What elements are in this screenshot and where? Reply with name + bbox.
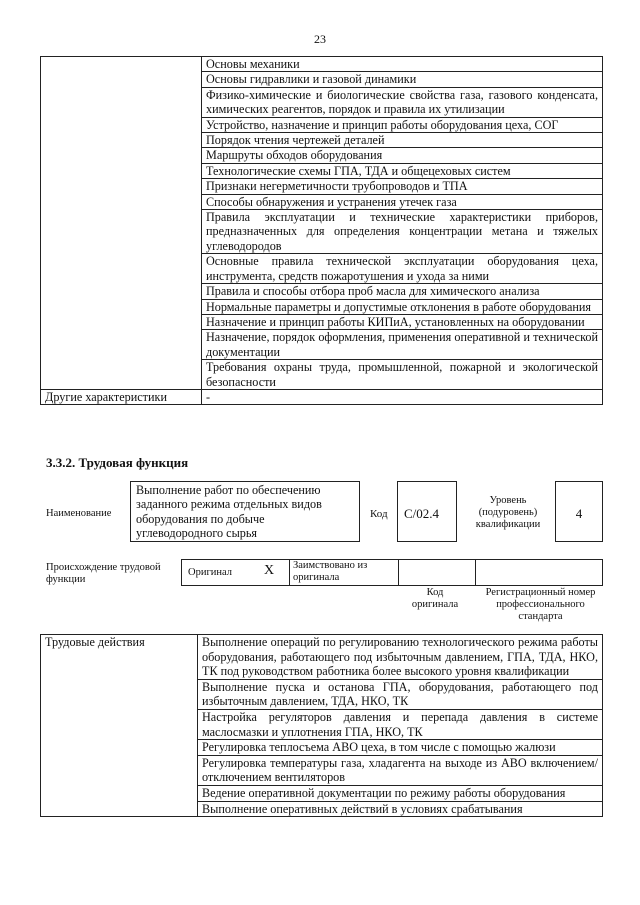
knowledge-item: Требования охраны труда, промышленной, пожарной и экологической безопасности — [202, 360, 603, 390]
borrowed-label: Заимствовано из оригинала — [293, 560, 368, 583]
origin-divider-3 — [475, 559, 476, 586]
page-number: 23 — [314, 32, 326, 46]
knowledge-item: Основы механики — [202, 57, 603, 72]
labor-action-item: Настройка регуляторов давления и перепада давления в системе маслосмазки и уплотнения ГПА, НКО, ТК — [198, 709, 603, 739]
knowledge-item: Устройство, назначение и принцип работы оборудования цеха, СОГ — [202, 117, 603, 132]
knowledge-item: Назначение, порядок оформления, применения оперативной и технической документации — [202, 330, 603, 360]
knowledge-item: Технологические схемы ГПА, ТДА и общецеховых систем — [202, 163, 603, 178]
function-name-box: Выполнение работ по обеспечению заданного режима отдельных видов оборудования по добыче углеводородного сырья — [130, 481, 360, 542]
level-value-box: 4 — [555, 481, 603, 542]
knowledge-item: Основные правила технической эксплуатации оборудования цеха, инструмента, средств пожаротушения и ухода за ними — [202, 254, 603, 284]
labor-action-item: Выполнение оперативных действий в условиях срабатывания — [198, 801, 603, 817]
knowledge-item: Нормальные параметры и допустимые отклонения в работе оборудования — [202, 299, 603, 314]
knowledge-item: Способы обнаружения и устранения утечек газа — [202, 194, 603, 209]
labor-actions-table — [40, 634, 603, 817]
origin-divider-1 — [289, 559, 290, 586]
origin-label: Происхождение трудовой функции — [46, 562, 161, 585]
knowledge-table — [40, 56, 603, 405]
knowledge-item: Основы гидравлики и газовой динамики — [202, 72, 603, 87]
other-characteristics-value: - — [202, 389, 603, 404]
function-code-box: С/02.4 — [397, 481, 457, 542]
labor-action-item: Выполнение операций по регулированию технологического режима работы оборудования, работающего под избыточным давлением, ГПА, ТДА, НКО, ТК под руководством работника более высокого уровня квалификации — [198, 635, 603, 680]
labor-action-item: Выполнение пуска и останова ГПА, оборудования, работающего под избыточным давлением, ТДА, НКО, ТК — [198, 679, 603, 709]
knowledge-item: Маршруты обходов оборудования — [202, 148, 603, 163]
original-mark: X — [264, 563, 275, 578]
knowledge-item: Правила эксплуатации и технические характеристики приборов, предназначенных для определения концентрации метана и тяжелых углеводородов — [202, 210, 603, 254]
origin-divider-2 — [398, 559, 399, 586]
knowledge-item: Порядок чтения чертежей деталей — [202, 133, 603, 148]
labor-actions-label: Трудовые действия — [41, 635, 198, 817]
code-original-caption: Код оригинала — [411, 587, 459, 610]
reg-number-caption: Регистрационный номер профессионального стандарта — [485, 587, 596, 622]
labor-action-item: Ведение оперативной документации по режиму работы оборудования — [198, 785, 603, 801]
other-characteristics-label: Другие характеристики — [41, 389, 202, 404]
level-label: Уровень (подуровень) квалификации — [475, 495, 541, 530]
labor-action-item: Регулировка теплосъема АВО цеха, в том числе с помощью жалюзи — [198, 740, 603, 756]
knowledge-item: Физико-химические и биологические свойства газа, газового конденсата, химических реагентов, порядок и правила их утилизации — [202, 87, 603, 117]
code-label: Код — [370, 508, 388, 520]
knowledge-item: Правила и способы отбора проб масла для химического анализа — [202, 284, 603, 299]
name-label: Наименование — [46, 508, 112, 519]
original-label: Оригинал — [188, 567, 232, 578]
labor-action-item: Регулировка температуры газа, хладагента на выходе из АВО включением/отключением вентиляторов — [198, 755, 603, 785]
knowledge-label-cell — [41, 57, 202, 390]
knowledge-item: Назначение и принцип работы КИПиА, установленных на оборудовании — [202, 314, 603, 329]
knowledge-item: Признаки негерметичности трубопроводов и ТПА — [202, 179, 603, 194]
section-heading: 3.3.2. Трудовая функция — [46, 455, 189, 470]
